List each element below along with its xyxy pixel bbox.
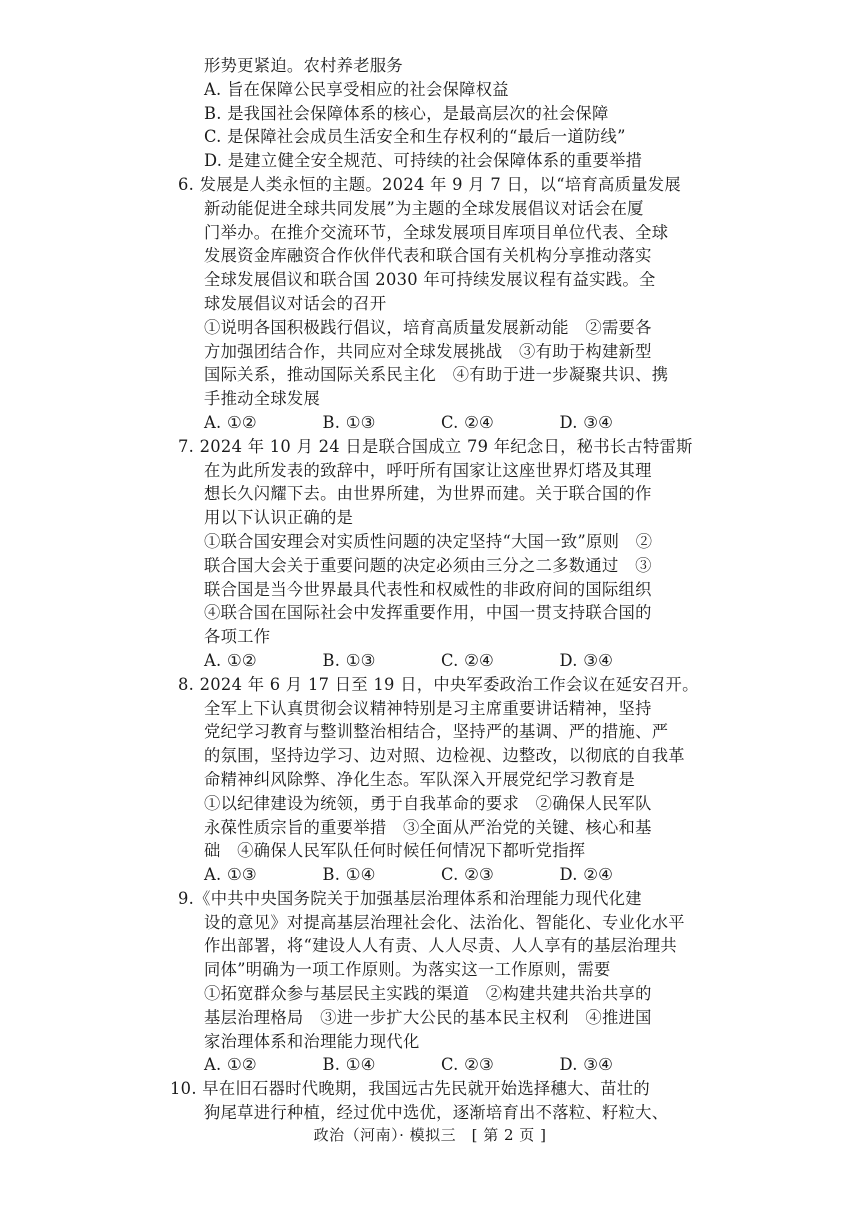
- statement-line: 国际关系，推动国际关系民主化 ④有助于进一步凝聚共识、携: [204, 365, 669, 385]
- choice-b: B. ①③: [322, 412, 376, 432]
- choice-b: B. ①④: [322, 1055, 376, 1075]
- question-stem-line: 党纪学习教育与整训整治相结合，坚持严的基调、严的措施、严: [204, 722, 669, 742]
- exam-page: [170, 54, 699, 1125]
- question-stem-line: 用以下认识正确的是: [204, 508, 354, 528]
- question-stem-line: 在为此所发表的致辞中，呼吁所有国家让这座世界灯塔及其理: [204, 460, 652, 480]
- question-stem-line: 全军上下认真贯彻会议精神特别是习主席重要讲话精神，坚持: [204, 698, 652, 718]
- question-stem-line: 门举办。在推介交流环节，全球发展项目库项目单位代表、全球: [204, 222, 669, 242]
- choice-c: C. ②④: [441, 412, 494, 432]
- question-7: [178, 435, 693, 673]
- question-stem-line: 作出部署，将“建设人人有责、人人尽责、人人享有的基层治理共: [204, 936, 677, 956]
- question-stem-line: 9.《中共中央国务院关于加强基层治理体系和治理能力现代化建: [178, 888, 642, 908]
- choice-row: [178, 1053, 678, 1077]
- choice-a: A. ①③: [204, 865, 257, 885]
- statement-line: ④联合国在国际社会中发挥重要作用，中国一贯支持联合国的: [204, 603, 652, 623]
- statement-line: 联合国大会关于重要问题的决定必须由三分之二多数通过 ③: [204, 555, 652, 575]
- question-stem-line: 8. 2024 年 6 月 17 日至 19 日，中央军委政治工作会议在延安召开。: [178, 674, 699, 694]
- statement-line: 各项工作: [204, 627, 271, 647]
- question-stem-line: 同体”明确为一项工作原则。为落实这一工作原则，需要: [204, 960, 611, 980]
- choice-c: C. ②③: [441, 1055, 494, 1075]
- statement-line: 方加强团结合作，共同应对全球发展挑战 ③有助于构建新型: [204, 341, 652, 361]
- question-stem-line: 狗尾草进行种植，经过优中选优，逐渐培育出不落粒、籽粒大、: [204, 1103, 669, 1123]
- question-10: [170, 1077, 678, 1125]
- question-stem-line: 球发展倡议对话会的召开: [204, 293, 387, 313]
- statement-line: 基层治理格局 ③进一步扩大公民的基本民主权利 ④推进国: [204, 1007, 652, 1027]
- choice-a: A. ①②: [204, 650, 257, 670]
- statement-line: 础 ④确保人民军队任何时候任何情况下都听党指挥: [204, 841, 586, 861]
- choice-c: C. ②④: [441, 650, 494, 670]
- statement-line: 家治理体系和治理能力现代化: [204, 1031, 420, 1051]
- choice-d: D. ③④: [559, 412, 614, 432]
- option-c: C. 是保障社会成员生活安全和生存权利的“最后一道防线”: [204, 127, 626, 147]
- choice-b: B. ①③: [322, 650, 376, 670]
- statement-line: 联合国是当今世界最具代表性和权威性的非政府间的国际组织: [204, 579, 652, 599]
- question-5-tail: [178, 54, 678, 173]
- question-stem-line: 10. 早在旧石器时代晚期，我国远古先民就开始选择穗大、苗壮的: [170, 1079, 650, 1099]
- statement-line: ①说明各国积极践行倡议，培育高质量发展新动能 ②需要各: [204, 317, 652, 337]
- page-footer: 政治（河南）· 模拟三 [ 第 2 页 ]: [313, 1126, 547, 1144]
- choice-a: A. ①②: [204, 412, 257, 432]
- question-stem-line: 全球发展倡议和联合国 2030 年可持续发展议程有益实践。全: [204, 270, 656, 290]
- statement-line: ①拓宽群众参与基层民主实践的渠道 ②构建共建共治共享的: [204, 984, 652, 1004]
- question-stem-line: 命精神纠风除弊、净化生态。军队深入开展党纪学习教育是: [204, 769, 636, 789]
- option-d: D. 是建立健全安全规范、可持续的社会保障体系的重要举措: [204, 151, 643, 171]
- statement-line: 永葆性质宗旨的重要举措 ③全面从严治党的关键、核心和基: [204, 817, 652, 837]
- question-stem-line: 的氛围，坚持边学习、边对照、边检视、边整改，以彻底的自我革: [204, 746, 685, 766]
- statement-line: ①联合国安理会对实质性问题的决定坚持“大国一致”原则 ②: [204, 531, 653, 551]
- choice-row: [178, 411, 678, 435]
- statement-line: 手推动全球发展: [204, 389, 321, 409]
- question-stem-line: 想长久闪耀下去。由世界所建，为世界而建。关于联合国的作: [204, 484, 652, 504]
- question-stem-line: 6. 发展是人类永恒的主题。2024 年 9 月 7 日，以“培育高质量发展: [178, 174, 681, 194]
- question-stem-line: 形势更紧迫。农村养老服务: [204, 56, 403, 75]
- choice-c: C. ②③: [441, 865, 494, 885]
- question-stem-line: 设的意见》对提高基层治理社会化、法治化、智能化、专业化水平: [204, 912, 685, 932]
- choice-b: B. ①④: [322, 865, 376, 885]
- choice-row: [178, 863, 678, 887]
- question-8: [178, 673, 699, 887]
- option-a: A. 旨在保障公民享受相应的社会保障权益: [204, 79, 509, 99]
- option-b: B. 是我国社会保障体系的核心，是最高层次的社会保障: [204, 103, 609, 123]
- question-stem-line: 发展资金库融资合作伙伴代表和联合国有关机构分享推动落实: [204, 246, 652, 266]
- statement-line: ①以纪律建设为统领，勇于自我革命的要求 ②确保人民军队: [204, 793, 652, 813]
- choice-a: A. ①②: [204, 1055, 257, 1075]
- question-6: [178, 173, 681, 435]
- choice-row: [178, 649, 678, 673]
- question-9: [178, 887, 685, 1077]
- choice-d: D. ③④: [559, 650, 614, 670]
- choice-d: D. ②④: [559, 865, 614, 885]
- question-stem-line: 新动能促进全球共同发展”为主题的全球发展倡议对话会在厦: [204, 198, 644, 218]
- choice-d: D. ③④: [559, 1055, 614, 1075]
- question-stem-line: 7. 2024 年 10 月 24 日是联合国成立 79 年纪念日，秘书长古特雷斯: [178, 436, 693, 456]
